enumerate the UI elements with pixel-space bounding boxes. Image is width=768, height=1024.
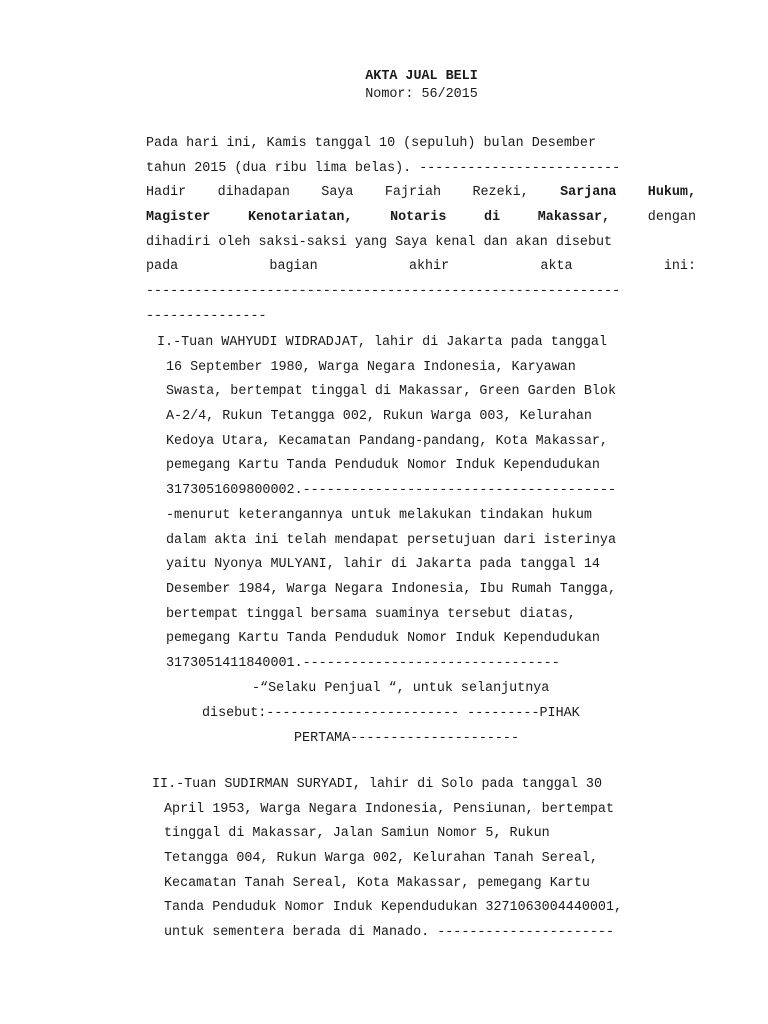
party-one-line: bertempat tinggal bersama suaminya tersebut diatas, <box>166 606 576 622</box>
party-one-line: 3173051609800002.--------------------------------------- <box>166 483 616 499</box>
opening-line: tahun 2015 (dua ribu lima belas). ------------------------- <box>146 160 621 176</box>
separator-line: --------------- <box>146 308 267 324</box>
party-one-line: Kedoya Utara, Kecamatan Pandang-pandang, Kota Makassar, <box>166 433 608 449</box>
opening-line: pada bagian akhir akta ini: <box>146 259 696 275</box>
opening-paragraph <box>146 132 696 330</box>
opening-line-notary: Hadir dihadapan Saya Fajriah Rezeki, Sarjana Hukum, <box>146 185 697 201</box>
party-one-paragraph <box>157 331 696 677</box>
party-one-line: pemegang Kartu Tanda Penduduk Nomor Induk Kependudukan <box>166 458 600 474</box>
party-one-line: Desember 1984, Warga Negara Indonesia, Ibu Rumah Tangga, <box>166 581 616 597</box>
opening-line: Pada hari ini, Kamis tanggal 10 (sepuluh) bulan Desember <box>146 136 596 151</box>
party-one-line: yaitu Nyonya MULYANI, lahir di Jakarta pada tanggal 14 <box>166 557 600 573</box>
party-one-line: 3173051411840001.-------------------------------- <box>166 655 560 671</box>
party-two-line: April 1953, Warga Negara Indonesia, Pensiunan, bertempat <box>164 801 614 817</box>
opening-line: dihadiri oleh saksi-saksi yang Saya kenal dan akan disebut <box>146 234 613 250</box>
party-one-line: Swasta, bertempat tinggal di Makassar, Green Garden Blok <box>166 384 616 400</box>
party-one-line: pemegang Kartu Tanda Penduduk Nomor Induk Kependudukan <box>166 631 600 647</box>
opening-line-notary-title: Magister Kenotariatan, Notaris di Makassar, dengan <box>146 210 696 226</box>
document-number: Nomor: 56/2015 <box>365 87 478 102</box>
party-one-line: -menurut keterangannya untuk melakukan tindakan hukum <box>166 507 592 523</box>
separator-line: ----------------------------------------------------------- <box>146 284 621 300</box>
party-one-line: 16 September 1980, Warga Negara Indonesia, Karyawan <box>166 359 576 375</box>
seller-designation: -“Selaku Penjual “, untuk selanjutnya <box>252 681 550 696</box>
party-one-line: A-2/4, Rukun Tetangga 002, Rukun Warga 003, Kelurahan <box>166 409 592 425</box>
party-label-line: disebut:------------------------ ---------PIHAK <box>202 706 580 721</box>
party-two-line: Tetangga 004, Rukun Warga 002, Kelurahan Tanah Sereal, <box>164 851 598 867</box>
party-label-line: PERTAMA--------------------- <box>294 731 519 746</box>
party-two-line: untuk sementera berada di Manado. ---------------------- <box>164 925 614 941</box>
document-title: AKTA JUAL BELI <box>365 69 478 84</box>
party-one-line: dalam akta ini telah mendapat persetujuan dari isterinya <box>166 532 616 548</box>
party-two-line: Kecamatan Tanah Sereal, Kota Makassar, pemegang Kartu <box>164 875 590 891</box>
party-one-line: I.-Tuan WAHYUDI WIDRADJAT, lahir di Jakarta pada tanggal <box>157 335 607 350</box>
party-two-line: Tanda Penduduk Nomor Induk Kependudukan 3271063004440001, <box>164 900 623 916</box>
party-two-line: II.-Tuan SUDIRMAN SURYADI, lahir di Solo pada tanggal 30 <box>152 777 602 792</box>
party-two-paragraph <box>152 773 696 946</box>
party-two-line: tinggal di Makassar, Jalan Samiun Nomor 5, Rukun <box>164 826 550 842</box>
